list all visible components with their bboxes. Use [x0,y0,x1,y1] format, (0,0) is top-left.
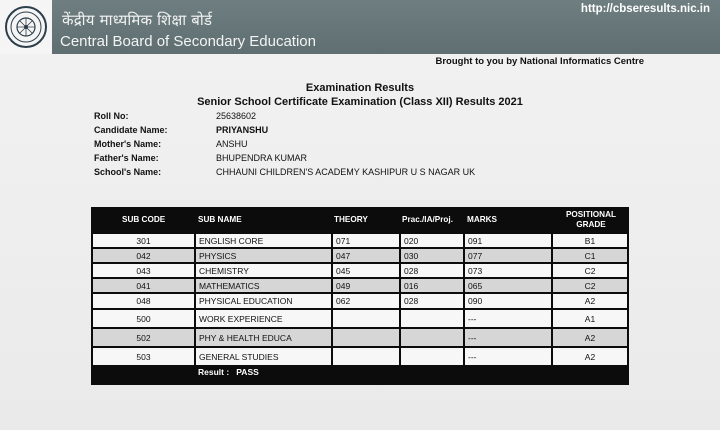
theory-cell: 045 [333,264,399,277]
sub-code-cell: 042 [93,249,194,262]
theory-cell: 071 [333,234,399,247]
practical-cell: 020 [401,234,463,247]
marks-cell: --- [465,329,551,346]
site-url-link[interactable]: http://cbseresults.nic.in [580,3,710,15]
theory-cell: 062 [333,294,399,308]
grade-cell: A2 [553,294,627,308]
sub-name-cell: MATHEMATICS [196,279,331,292]
page-title: Examination Results [305,82,415,94]
school-name-label: School's Name: [94,167,162,177]
school-name-value: CHHAUNI CHILDREN'S ACADEMY KASHIPUR U S NAGAR UK [216,167,476,177]
practical-cell [401,348,463,365]
sub-name-cell: ENGLISH CORE [196,234,331,247]
sub-code-cell: 503 [93,348,194,365]
theory-cell [333,310,399,327]
grade-cell: B1 [553,234,627,247]
practical-cell [401,310,463,327]
board-title-english: Central Board of Secondary Education [60,33,316,50]
col-header-grade-line2: GRADE [576,219,606,229]
grade-cell: C2 [553,279,627,292]
col-header-marks: MARKS [467,215,498,224]
result-value: PASS [236,367,259,377]
marks-cell: --- [465,310,551,327]
practical-cell: 030 [401,249,463,262]
grade-cell: C2 [553,264,627,277]
grade-cell: C1 [553,249,627,262]
sub-code-cell: 301 [93,234,194,247]
sub-code-cell: 043 [93,264,194,277]
grade-cell: A1 [553,310,627,327]
theory-cell: 047 [333,249,399,262]
sub-name-cell: PHY & HEALTH EDUCA [196,329,331,346]
school-name-row [94,167,475,181]
marks-cell: 065 [465,279,551,292]
grade-cell: A2 [553,329,627,346]
marks-cell: 073 [465,264,551,277]
roll-no-label: Roll No: [94,111,129,121]
col-header-sub-name: SUB NAME [198,215,242,224]
practical-cell: 016 [401,279,463,292]
cbse-emblem-icon [4,5,48,49]
grade-cell: A2 [553,348,627,365]
theory-cell [333,348,399,365]
results-table [91,207,629,385]
page-subtitle: Senior School Certificate Examination (Class XII) Results 2021 [197,96,523,108]
col-header-grade [553,207,629,232]
sub-name-cell: WORK EXPERIENCE [196,310,331,327]
candidate-name-value: PRIYANSHU [216,125,269,135]
candidate-name-row [94,125,268,139]
practical-cell: 028 [401,264,463,277]
col-header-grade-line1: POSITIONAL [565,209,617,219]
col-header-practical: Prac./IA/Proj. [402,215,453,224]
theory-cell: 049 [333,279,399,292]
sub-code-cell: 502 [93,329,194,346]
candidate-name-label: Candidate Name: [94,125,168,135]
sub-name-cell: GENERAL STUDIES [196,348,331,365]
mother-name-value: ANSHU [216,139,248,149]
logo [0,0,52,54]
result-label: Result : [198,367,230,377]
practical-cell: 028 [401,294,463,308]
result-summary [198,367,259,377]
marks-cell: 090 [465,294,551,308]
sub-code-cell: 500 [93,310,194,327]
marks-cell: 091 [465,234,551,247]
roll-no-row [94,111,256,125]
col-header-sub-code: SUB CODE [122,215,166,224]
sub-code-cell: 048 [93,294,194,308]
board-title-hindi: केंद्रीय माध्यमिक शिक्षा बोर्ड [62,11,213,29]
sub-name-cell: PHYSICAL EDUCATION [196,294,331,308]
sub-name-cell: PHYSICS [196,249,331,262]
brought-by-text: Brought to you by National Informatics Centre [435,56,644,67]
sub-name-cell: CHEMISTRY [196,264,331,277]
mother-name-label: Mother's Name: [94,139,162,149]
marks-cell: --- [465,348,551,365]
sub-code-cell: 041 [93,279,194,292]
marks-cell: 077 [465,249,551,262]
practical-cell [401,329,463,346]
col-header-theory: THEORY [334,215,368,224]
roll-no-value: 25638602 [216,111,257,121]
mother-name-row [94,139,248,153]
father-name-value: BHUPENDRA KUMAR [216,153,308,163]
theory-cell [333,329,399,346]
father-name-row [94,153,307,167]
father-name-label: Father's Name: [94,153,159,163]
site-header [0,0,720,54]
